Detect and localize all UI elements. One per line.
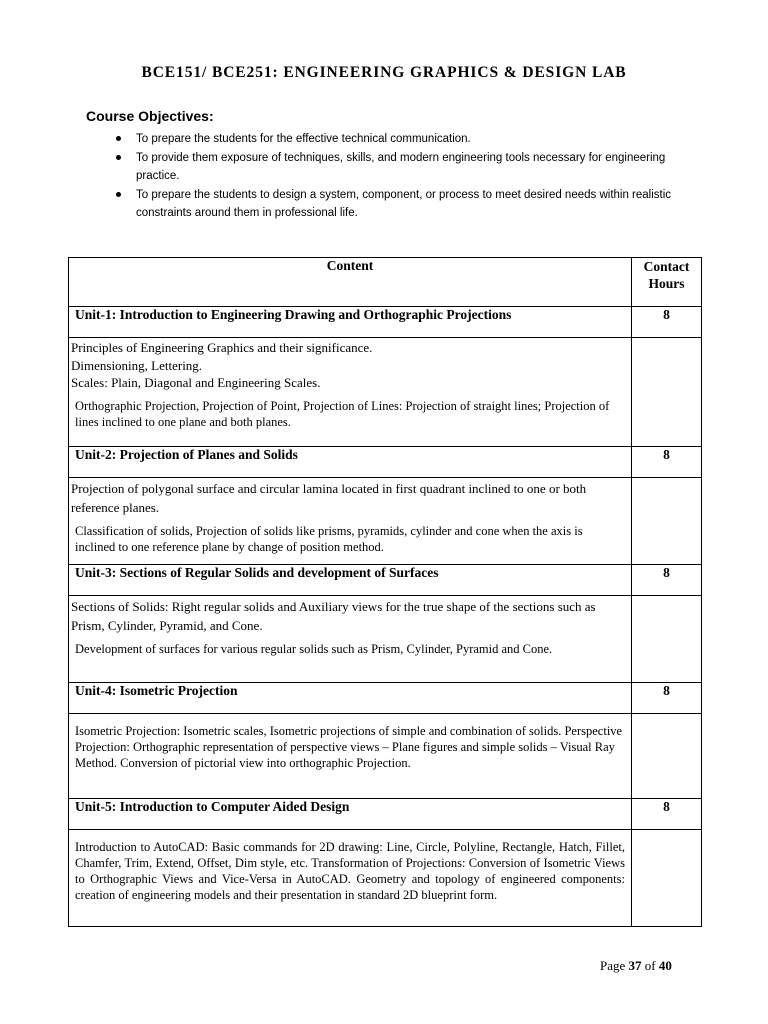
syllabus-table [68, 257, 702, 927]
unit-title [69, 565, 632, 596]
unit-body [69, 338, 632, 447]
unit-hours: 8 [632, 307, 702, 338]
unit-prefix: Unit-1 [75, 307, 112, 322]
unit-paragraph: Isometric Projection: Isometric scales, Isometric projections of simple and combination of solids. Perspective Projection: Orthographic representation of perspective views – Plane figures and simple solids – Visual Ray Method. Conversion of pictorial view into orthographic Projection. [75, 724, 623, 770]
unit-name: : Sections of Regular Solids and development of Surfaces [111, 565, 439, 580]
unit-body-row [69, 478, 702, 565]
unit-line: Scales: Plain, Diagonal and Engineering Scales. [71, 375, 321, 390]
header-hours-line: Hours [648, 276, 685, 291]
unit-paragraph: Development of surfaces for various regular solids such as Prism, Cylinder, Pyramid and Cone. [75, 642, 553, 656]
of-word: of [644, 958, 656, 973]
unit-row [69, 565, 702, 596]
unit-line: Principles of Engineering Graphics and their significance. [71, 340, 373, 355]
unit-name: : Isometric Projection [111, 683, 238, 698]
table-header-row [69, 258, 702, 307]
unit-title [69, 683, 632, 714]
unit-body [69, 596, 632, 683]
unit-hours: 8 [632, 799, 702, 830]
unit-name: : Projection of Planes and Solids [111, 447, 298, 462]
unit-prefix: Unit-4 [75, 683, 112, 698]
page-footer [600, 958, 672, 974]
header-content: Content [69, 258, 632, 307]
total-pages: 40 [658, 958, 672, 973]
unit-prefix: Unit-2 [75, 447, 112, 462]
unit-title [69, 307, 632, 338]
unit-line: Sections of Solids: Right regular solids and Auxiliary views for the true shape of the sections such as Prism, Cylinder, Pyramid, and Cone. [71, 599, 596, 633]
unit-body-row [69, 596, 702, 683]
unit-paragraph: Introduction to AutoCAD: Basic commands for 2D drawing: Line, Circle, Polyline, Rectangle, Hatch, Fillet, Chamfer, Trim, Extend, Offset, Dim style, etc. Transformation of Projections: Conversion of Isometric Views to Orthographic Views and Vice-Versa in AutoCAD. Geometry and topology of engineered components: creation of engineering models and their presentation in standard 2D blueprint form. [75, 840, 625, 902]
current-page: 37 [628, 958, 642, 973]
unit-row [69, 447, 702, 478]
unit-row [69, 683, 702, 714]
unit-title [69, 447, 632, 478]
unit-body-row [69, 830, 702, 927]
objective-item: To prepare the students for the effective technical communication. [116, 130, 676, 148]
unit-body [69, 478, 632, 565]
header-hours [632, 258, 702, 307]
unit-line: Dimensioning, Lettering. [71, 357, 203, 373]
unit-body-row [69, 338, 702, 447]
unit-row [69, 307, 702, 338]
unit-line: Projection of polygonal surface and circular lamina located in first quadrant inclined to one or both reference planes. [71, 481, 587, 515]
unit-title [69, 799, 632, 830]
unit-hours: 8 [632, 447, 702, 478]
unit-prefix: Unit-5 [75, 799, 112, 814]
objective-item: To provide them exposure of techniques, skills, and modern engineering tools necessary for engineering practice. [116, 149, 676, 185]
unit-paragraph: Orthographic Projection, Projection of Point, Projection of Lines: Projection of straight lines; Projection of lines inclined to one plane and both planes. [75, 398, 610, 429]
unit-body [69, 830, 632, 927]
objective-item: To prepare the students to design a system, component, or process to meet desired needs within realistic constraints around them in professional life. [116, 186, 676, 222]
unit-name: : Introduction to Engineering Drawing and Orthographic Projections [111, 307, 512, 322]
page-title: BCE151/ BCE251: ENGINEERING GRAPHICS & DESIGN LAB [141, 64, 627, 81]
unit-prefix: Unit-3 [75, 565, 112, 580]
unit-body-row [69, 714, 702, 799]
unit-hours: 8 [632, 683, 702, 714]
header-hours-line: Contact [643, 259, 690, 274]
page-word: Page [600, 958, 626, 973]
objectives-list [116, 130, 676, 223]
unit-hours: 8 [632, 565, 702, 596]
unit-paragraph: Classification of solids, Projection of solids like prisms, pyramids, cylinder and cone when the axis is inclined to one reference plane by change of position method. [75, 524, 583, 554]
unit-body [69, 714, 632, 799]
unit-row [69, 799, 702, 830]
unit-name: : Introduction to Computer Aided Design [111, 799, 350, 814]
objectives-heading: Course Objectives: [86, 108, 214, 124]
